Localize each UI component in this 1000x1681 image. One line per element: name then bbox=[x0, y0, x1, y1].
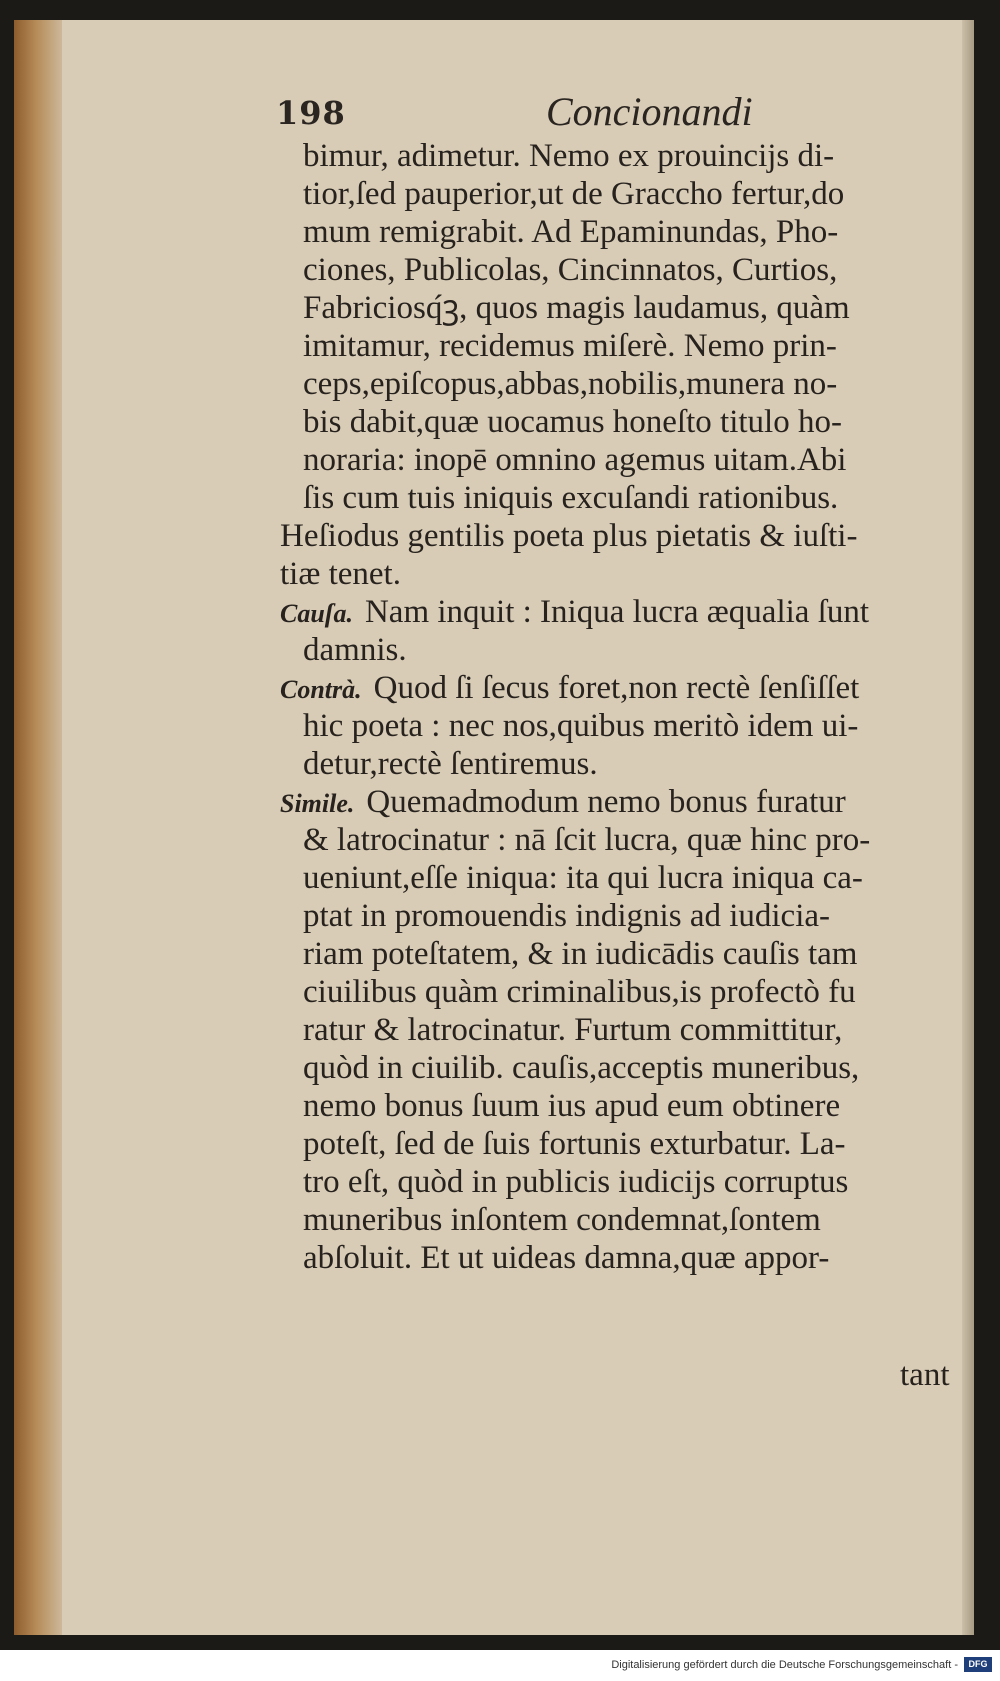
digitization-footer bbox=[0, 1650, 1000, 1681]
text-line-content: Quemadmodum nemo bonus furatur bbox=[366, 784, 846, 820]
text-line-with-marginal bbox=[280, 668, 859, 710]
running-title: Concionandi bbox=[546, 89, 753, 134]
text-line: mum remigrabit. Ad Epaminundas, Pho- bbox=[303, 214, 839, 250]
text-line-with-marginal bbox=[280, 592, 869, 634]
page-number: 198 bbox=[276, 94, 346, 132]
text-line: ceps,epiſcopus,abbas,nobilis,munera no- bbox=[303, 366, 838, 402]
text-line: tiæ tenet. bbox=[280, 556, 401, 592]
text-line: riam poteſtatem, & in iudicādis cauſis tam bbox=[303, 936, 858, 972]
text-line: tior,ſed pauperior,ut de Graccho fertur,do bbox=[303, 176, 845, 212]
text-line: poteſt, ſed de ſuis fortunis exturbatur. La- bbox=[303, 1126, 846, 1162]
dfg-logo: DFG bbox=[964, 1657, 992, 1672]
book-spine-edge bbox=[14, 20, 62, 1635]
text-line: hic poeta : nec nos,quibus meritò idem ui- bbox=[303, 708, 859, 744]
marginal-note-contra: Contrà. bbox=[280, 675, 362, 704]
text-line-content: Quod ſi ſecus foret,non rectè ſenſiſſet bbox=[373, 670, 860, 706]
text-line: Heſiodus gentilis poeta plus pietatis & iuſti- bbox=[280, 518, 858, 554]
text-line: imitamur, recidemus miſerè. Nemo prin- bbox=[303, 328, 837, 364]
text-line: quòd in ciuilib. cauſis,acceptis muneribus, bbox=[303, 1050, 860, 1086]
marginal-note-causa: Cauſa. bbox=[280, 599, 353, 628]
text-line: Fabriciosq́ꝫ, quos magis laudamus, quàm bbox=[303, 290, 850, 326]
text-line: abſoluit. Et ut uideas damna,quæ appor- bbox=[303, 1240, 830, 1276]
text-line: ciuilibus quàm criminalibus,is profectò fu bbox=[303, 974, 856, 1010]
page-header bbox=[276, 88, 753, 140]
text-line: tro eſt, quòd in publicis iudicijs corruptus bbox=[303, 1164, 849, 1200]
text-line: detur,rectè ſentiremus. bbox=[303, 746, 598, 782]
text-line: muneribus inſontem condemnat,ſontem bbox=[303, 1202, 821, 1238]
text-line: ueniunt,eſſe iniqua: ita qui lucra iniqua ca- bbox=[303, 860, 863, 896]
text-line-content: Nam inquit : Iniqua lucra æqualia ſunt bbox=[364, 594, 870, 630]
text-line-with-marginal bbox=[280, 782, 846, 824]
text-line: bis dabit,quæ uocamus honeſto titulo ho- bbox=[303, 404, 842, 440]
text-line: nemo bonus ſuum ius apud eum obtinere bbox=[303, 1088, 841, 1124]
text-line: ratur & latrocinatur. Furtum committitur, bbox=[303, 1012, 843, 1048]
text-line: ſis cum tuis iniquis excuſandi rationibus. bbox=[303, 480, 839, 516]
page-fore-edge bbox=[962, 20, 974, 1635]
funding-credit: Digitalisierung gefördert durch die Deutsche Forschungsgemeinschaft - bbox=[611, 1659, 958, 1671]
text-line: noraria: inopē omnino agemus uitam.Abi bbox=[303, 442, 847, 478]
text-line: ciones, Publicolas, Cincinnatos, Curtios, bbox=[303, 252, 838, 288]
text-line: damnis. bbox=[303, 632, 407, 668]
text-line: bimur, adimetur. Nemo ex prouincijs di- bbox=[303, 138, 835, 174]
catchword: tant bbox=[900, 1357, 950, 1393]
text-line: & latrocinatur : nā ſcit lucra, quæ hinc pro- bbox=[303, 822, 871, 858]
text-line: ptat in promouendis indignis ad iudicia- bbox=[303, 898, 831, 934]
marginal-note-simile: Simile. bbox=[280, 789, 355, 818]
